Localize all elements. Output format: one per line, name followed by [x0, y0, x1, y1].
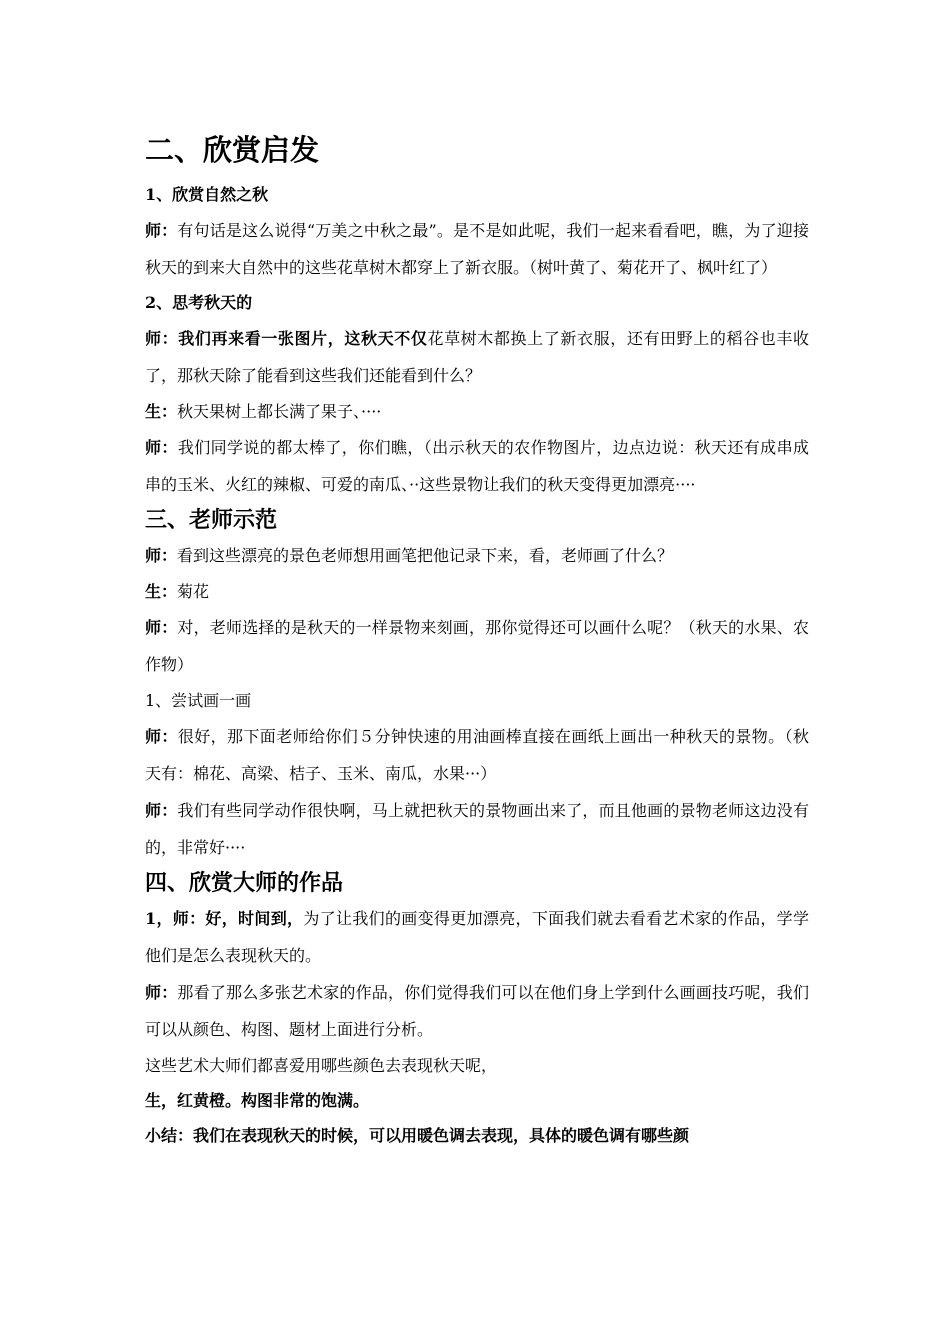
speaker-label: 师：	[145, 329, 179, 348]
speaker-label: 生：	[145, 582, 178, 601]
paragraph-text: 花草树木都换上了新衣服，还有田野上的稻谷也丰收了，那秋天除了能看到这些我们还能看到什么？	[145, 329, 809, 385]
paragraph-summary	[145, 1118, 809, 1153]
speaker-label: 师：	[145, 801, 178, 820]
subheading-think-autumn: 2、思考秋天的	[145, 293, 253, 312]
paragraph-text: 秋天果树上都长满了果子、····	[177, 402, 382, 421]
paragraph-text: 有句话是这么说得“万美之中秋之最”。是不是如此呢，我们一起来看看吧，瞧，为了迎接秋天的到来大自然中的这些花草树木都穿上了新衣服。（树叶黄了、菊花开了、枫叶红了）	[145, 221, 809, 277]
subheading-try-draw: 1、尝试画一画	[145, 691, 252, 710]
speaker-label: 师：	[145, 546, 178, 565]
paragraph	[145, 718, 809, 792]
speaker-label: 师：	[145, 438, 178, 457]
paragraph-text: 那看了那么多张艺术家的作品，你们觉得我们可以在他们身上学到什么画画技巧呢，我们可以从颜色、构图、题材上面进行分析。	[145, 983, 809, 1039]
paragraph-text: 很好，那下面老师给你们５分钟快速的用油画棒直接在画纸上画出一种秋天的景物。（秋天有：棉花、高梁、桔子、玉米、南瓜，水果···）	[145, 727, 809, 783]
paragraph	[145, 212, 809, 286]
section-heading-masters: 四、欣赏大师的作品	[145, 870, 344, 896]
paragraph	[145, 1048, 809, 1083]
bold-text: 我们在表现秋天的时候，可以用暖色调去表现，具体的暖色调有哪些颜	[193, 1126, 690, 1145]
paragraph	[145, 320, 809, 394]
paragraph	[145, 429, 809, 503]
paragraph	[145, 974, 809, 1048]
paragraph	[145, 574, 809, 609]
paragraph	[145, 900, 809, 974]
paragraph	[145, 394, 809, 429]
paragraph	[145, 609, 809, 683]
section-heading-demo: 三、老师示范	[145, 507, 278, 533]
speaker-label: 生：	[145, 402, 178, 421]
bold-text: 我们再来看一张图片，这秋天不仅	[178, 329, 428, 348]
paragraph-text: 我们同学说的都太棒了，你们瞧，（出示秋天的农作物图片，边点边说：秋天还有成串成串的玉米、火红的辣椒、可爱的南瓜、··这些景物让我们的秋天变得更加漂亮····	[145, 438, 809, 494]
paragraph-text: 为了让我们的画变得更加漂亮，下面我们就去看看艺术家的作品，学学他们是怎么表现秋天的。	[145, 909, 809, 965]
paragraph-text: 我们有些同学动作很快啊，马上就把秋天的景物画出来了，而且他画的景物老师这边没有的，非常好····	[145, 801, 809, 857]
subheading-natural-autumn: 1、欣赏自然之秋	[145, 185, 269, 204]
speaker-label: 师：	[145, 221, 178, 240]
summary-label: 小结：	[145, 1126, 194, 1145]
speaker-label: 师：	[145, 727, 178, 746]
paragraph	[145, 792, 809, 866]
bold-text: 1，师：好，时间到，	[145, 909, 304, 928]
document-page	[145, 126, 809, 1153]
bold-text: 生，红黄橙。构图非常的饱满。	[145, 1091, 370, 1110]
paragraph	[145, 1083, 809, 1118]
paragraph-text: 这些艺术大师们都喜爱用哪些颜色去表现秋天呢，	[145, 1056, 498, 1075]
section-heading-appreciation: 二、欣赏启发	[145, 133, 320, 167]
paragraph	[145, 537, 809, 574]
paragraph-text: 对，老师选择的是秋天的一样景物来刻画，那你觉得还可以画什么呢？（秋天的水果、农作物）	[145, 618, 809, 674]
speaker-label: 师：	[145, 618, 178, 637]
speaker-label: 师：	[145, 983, 178, 1002]
paragraph-text: 菊花	[177, 582, 210, 601]
paragraph-text: 看到这些漂亮的景色老师想用画笔把他记录下来，看，老师画了什么？	[177, 546, 674, 565]
